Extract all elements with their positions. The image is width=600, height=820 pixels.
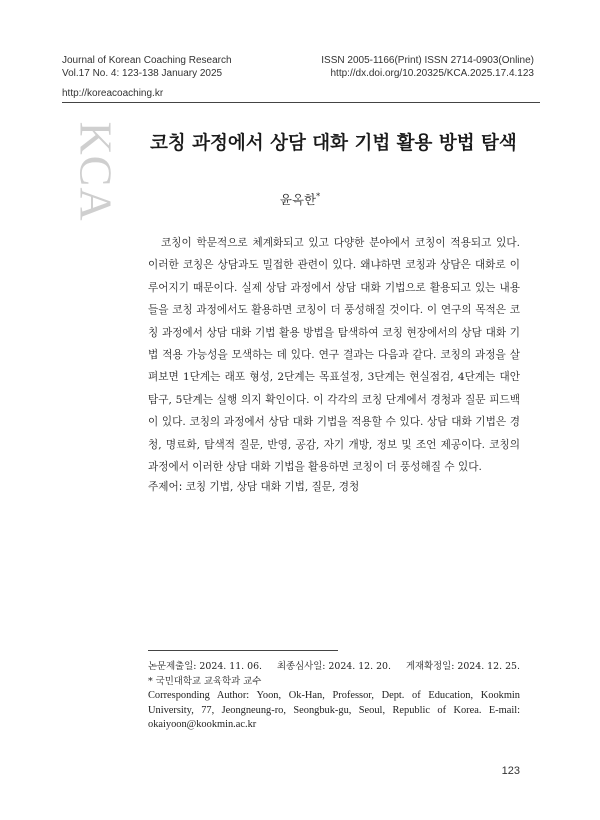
submission-dates (148, 659, 520, 674)
keywords (148, 479, 528, 494)
site-url-link[interactable]: http://koreacoaching.kr (62, 88, 164, 99)
reviewed-date: 최종심사일: 2024. 12. 20. (276, 661, 392, 672)
paper-title: 코칭 과정에서 상담 대화 기법 활용 방법 탐색 (150, 133, 517, 154)
submitted-date: 논문제출일: 2024. 11. 06. (148, 661, 263, 672)
issn-header (321, 54, 534, 80)
accepted-date: 게재확정일: 2024. 12. 25. (405, 661, 520, 672)
journal-volume: Vol.17 No. 4: 123-138 January 2025 (62, 68, 223, 79)
page-number: 123 (501, 765, 520, 777)
kca-watermark (70, 112, 122, 230)
author-name: 윤옥한 (279, 192, 317, 207)
journal-header (62, 54, 232, 80)
journal-name: Journal of Korean Coaching Research (62, 55, 232, 66)
kca-watermark-text: KCA (70, 120, 122, 222)
keywords-value: 코칭 기법, 상담 대화 기법, 질문, 경청 (185, 481, 360, 493)
issn: ISSN 2005-1166(Print) ISSN 2714-0903(Online) (321, 55, 534, 66)
footnotes (148, 659, 520, 733)
author-line (0, 190, 600, 208)
header-divider (62, 102, 540, 103)
footnote-divider (148, 650, 338, 651)
doi-link[interactable]: http://dx.doi.org/10.20325/KCA.2025.17.4.123 (330, 68, 534, 79)
abstract (148, 232, 520, 478)
author-footnote-mark: * (316, 191, 321, 201)
keywords-label: 주제어: (148, 481, 183, 493)
abstract-text: 코칭이 학문적으로 체계화되고 있고 다양한 분야에서 코칭이 적용되고 있다. 이러한 코칭은 상담과도 밀접한 관련이 있다. 왜냐하면 코칭과 상담은 대화로 이루어지기 때문이다. 실제 상담 과정에서 상담 대화 기법으로 활용되고 있는 내용들을 코칭 과정에서도 활용하면 코칭이 더 풍성해질 것이다. 이 연구의 목적은 코칭 과정에서 상담 대화 기법 활용 방법을 탐색하여 코칭 현장에서의 상담 대화 기법 적용 가능성을 모색하는 데 있다. 연구 결과는 다음과 같다. 코칭의 과정을 살펴보면 1단계는 래포 형성, 2단계는 목표설정, 3단계는 현실점검, 4단계는 대안 탐구, 5단계는 실행 의지 확인이다. 이 각각의 코칭 단계에서 경청과 질문 피드백이 있다. 코칭의 과정에서 상담 대화 기법을 적용할 수 있다. 상담 대화 기법은 경청, 명료화, 탐색적 질문, 반영, 공감, 자기 개방, 정보 및 조언 제공이다. 코칭의 과정에서 이러한 상담 대화 기법을 활용하면 코칭이 더 풍성해질 수 있다. (148, 237, 520, 474)
corresponding-author: Corresponding Author: Yoon, Ok-Han, Professor, Dept. of Education, Kookmin University, 77, Jeongneung-ro, Seongbuk-gu, Seoul, Republic of Korea. E-mail: okaiyoon@kookmin.ac.kr (148, 690, 520, 730)
author-affiliation: * 국민대학교 교육학과 교수 (148, 676, 262, 687)
